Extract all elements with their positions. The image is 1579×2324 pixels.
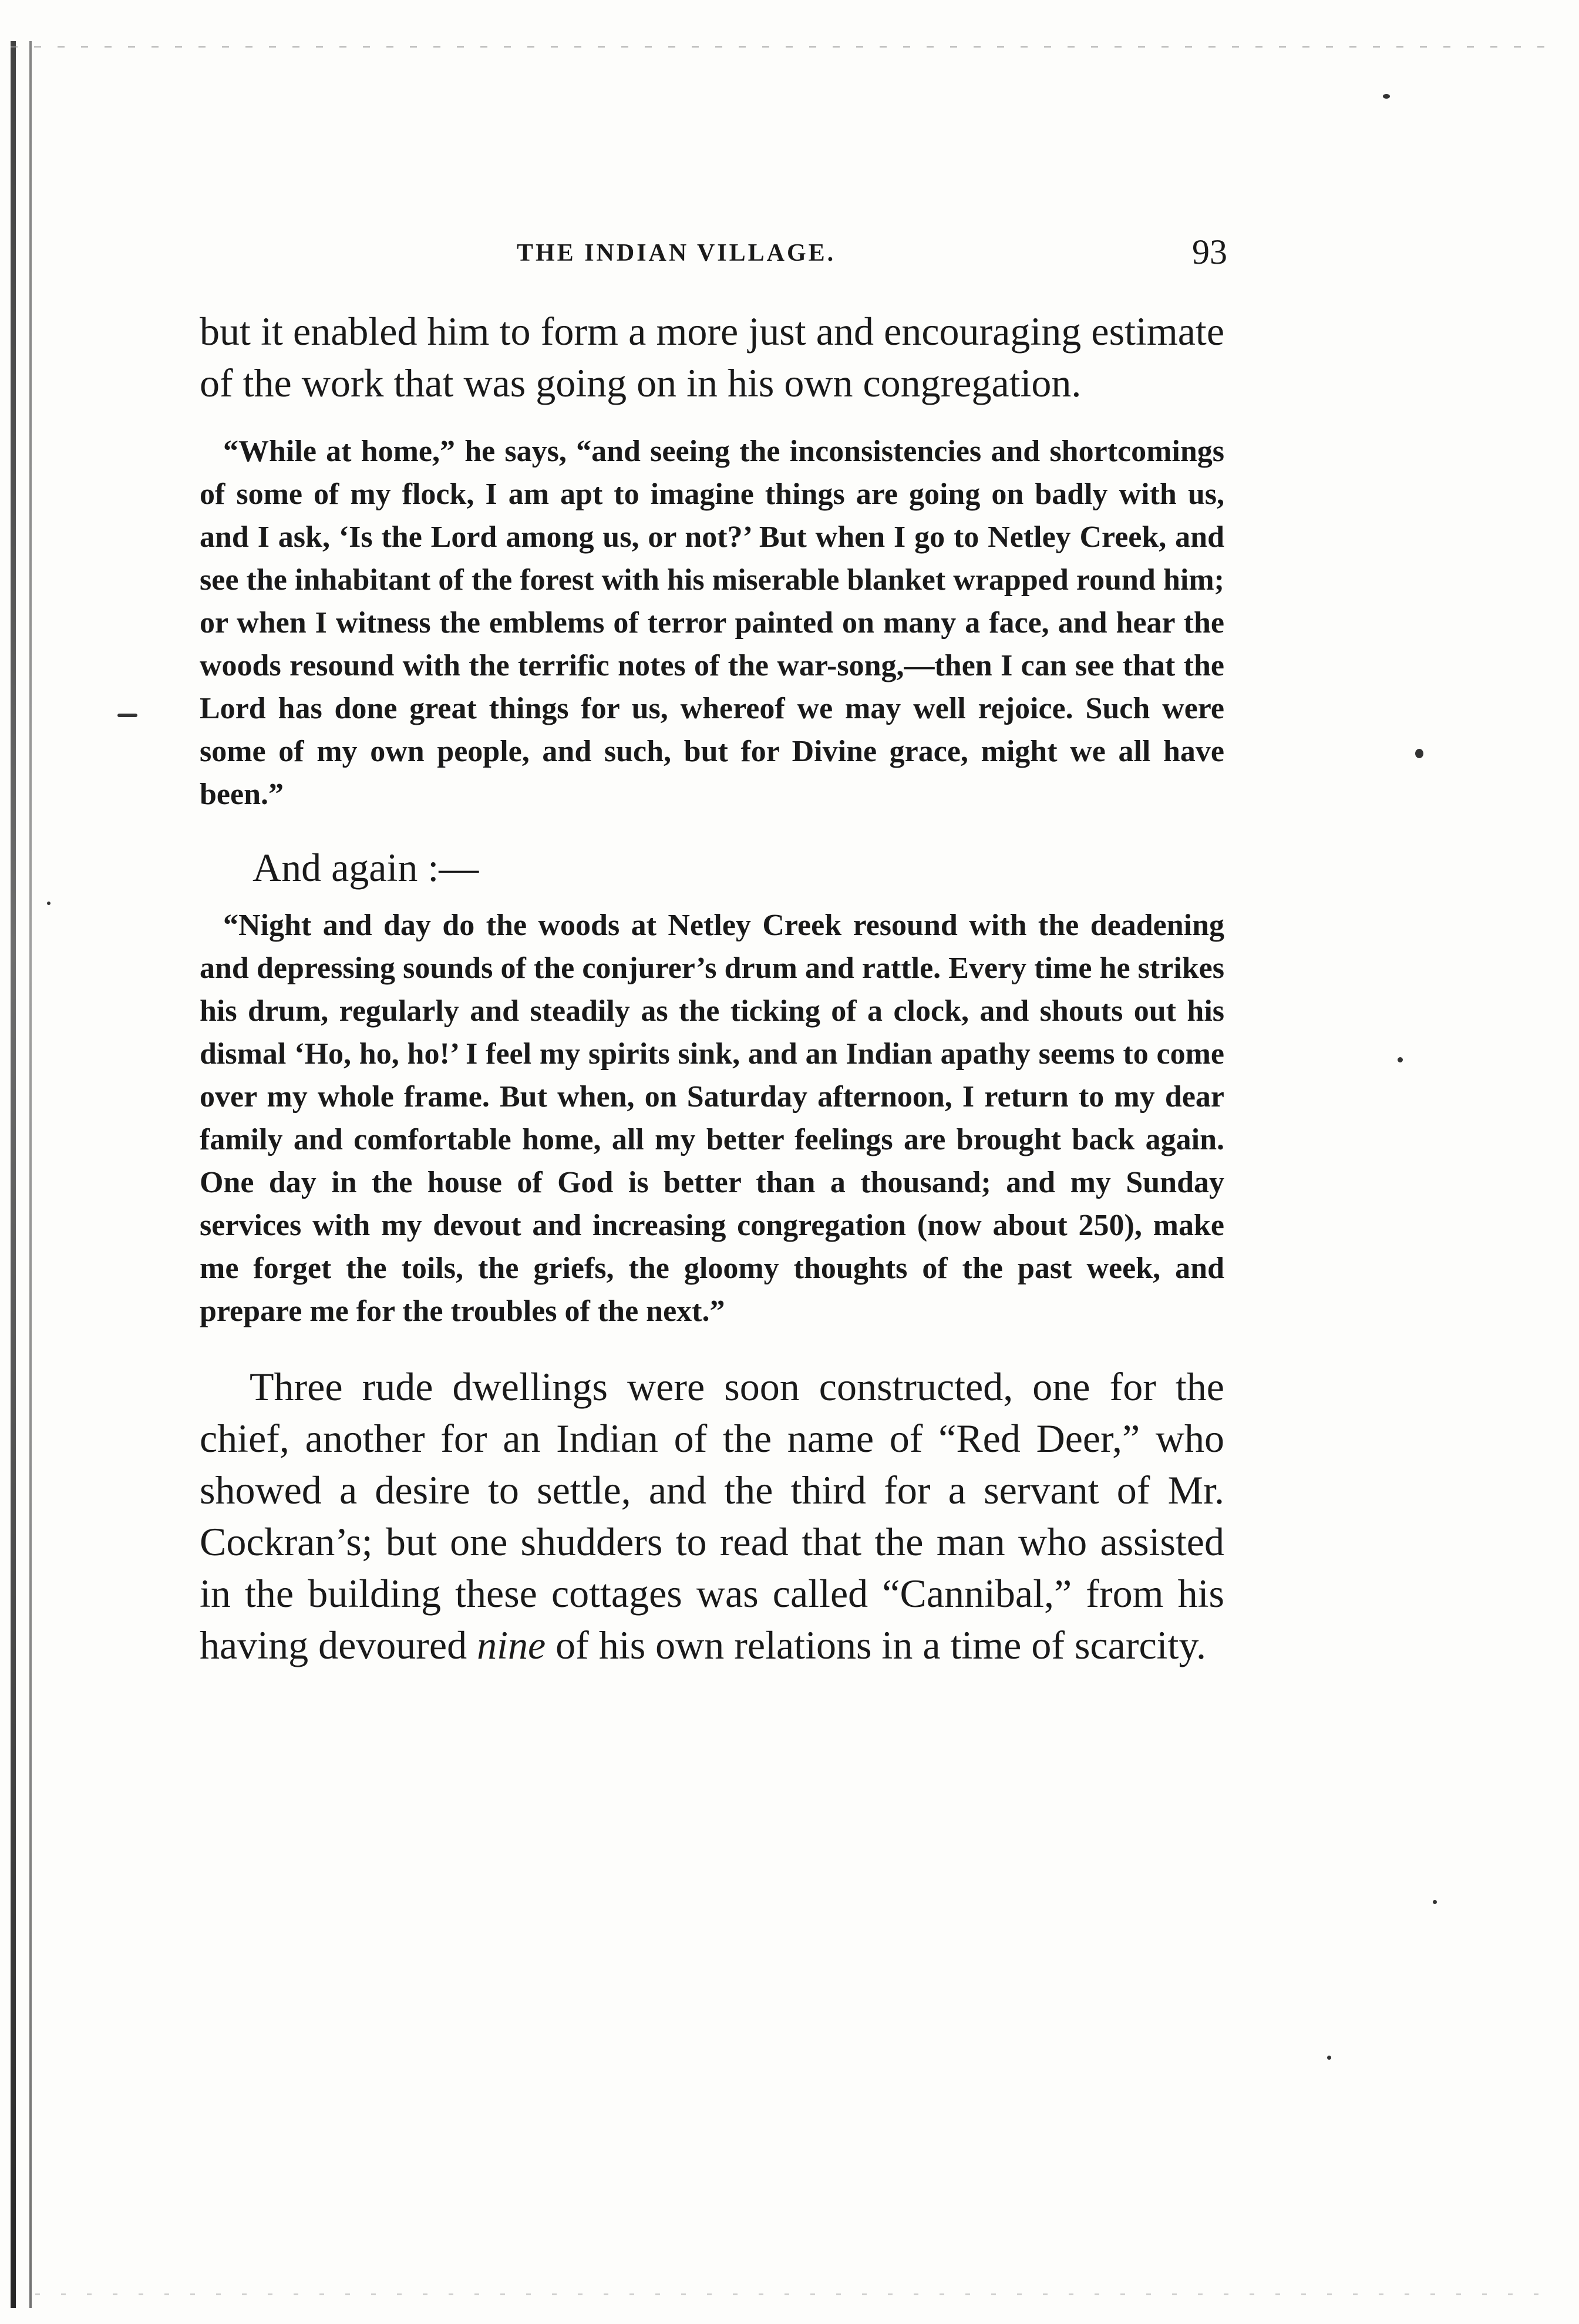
and-again-line: And again :— [252,845,479,890]
binding-edge-inner [29,41,32,2308]
paragraph-continuation: but it enabled him to form a more just and encouraging estimate of the work that was going on in his own congregation. [200,309,1224,405]
scan-speck [1383,94,1390,99]
scan-speck [47,902,50,905]
scan-top-edge [11,46,1549,48]
block-quote-1: “While at home,” he says, “and seeing the inconsistencies and shortcomings of some of my flock, I am apt to imagine things are going on badly with us, and I ask, ‘Is the Lord among us, or not?’ But when I go to Netley Creek, and see the inhabitant of the forest with his miserable blanket wrapped round him; or when I witness the emblems of terror painted on many a face, and hear the woods resound with the terrific notes of the war-song,—then I can see that the Lord has done great things for us, whereof we may well rejoice. Such were some of my own people, and such, but for Divine grace, might we all have been.” [200,435,1224,811]
running-title: THE INDIAN VILLAGE. [517,240,836,267]
binding-edge [11,41,16,2308]
scan-speck [1327,2056,1331,2060]
scan-speck [1433,1900,1437,1904]
paragraph-dwellings [200,1361,1224,1671]
body-text [200,305,1224,1671]
emphasis-word: nine [477,1623,546,1667]
block-quote-2: “Night and day do the woods at Netley Creek resound with the deadening and depressing sounds of the conjurer’s drum and rattle. Every time he strikes his drum, regularly and steadily as the ticking of a clock, and shouts out his dismal ‘Ho, ho, ho!’ I feel my spirits sink, and an Indian apathy seems to come over my whole frame. But when, on Saturday afternoon, I return to my dear family and comfortable home, all my better feelings are brought back again. One day in the house of God is better than a thousand; and my Sunday services with my devout and increasing congregation (now about 250), make me forget the toils, the griefs, the gloomy thoughts of the past week, and prepare me for the troubles of the next.” [200,909,1224,1328]
page-number: 93 [1192,233,1227,271]
scan-speck [1398,1057,1403,1062]
scan-speck [1415,749,1423,758]
scan-speck [117,714,137,717]
paragraph-dwellings-end: of his own relations in a time of scarcity. [555,1623,1207,1667]
paragraph-dwellings-text: Three rude dwellings were soon constructed, one for the chief, another for an Indian of the name of “Red Deer,” who showed a desire to settle, and the third for a servant of Mr. Cockran’s; but one shudders to read that the man who assisted in the building these cottages was called “Cannibal,” from his having devoured [200,1364,1224,1667]
scan-bottom-edge [35,2293,1538,2295]
running-head [200,232,1227,273]
